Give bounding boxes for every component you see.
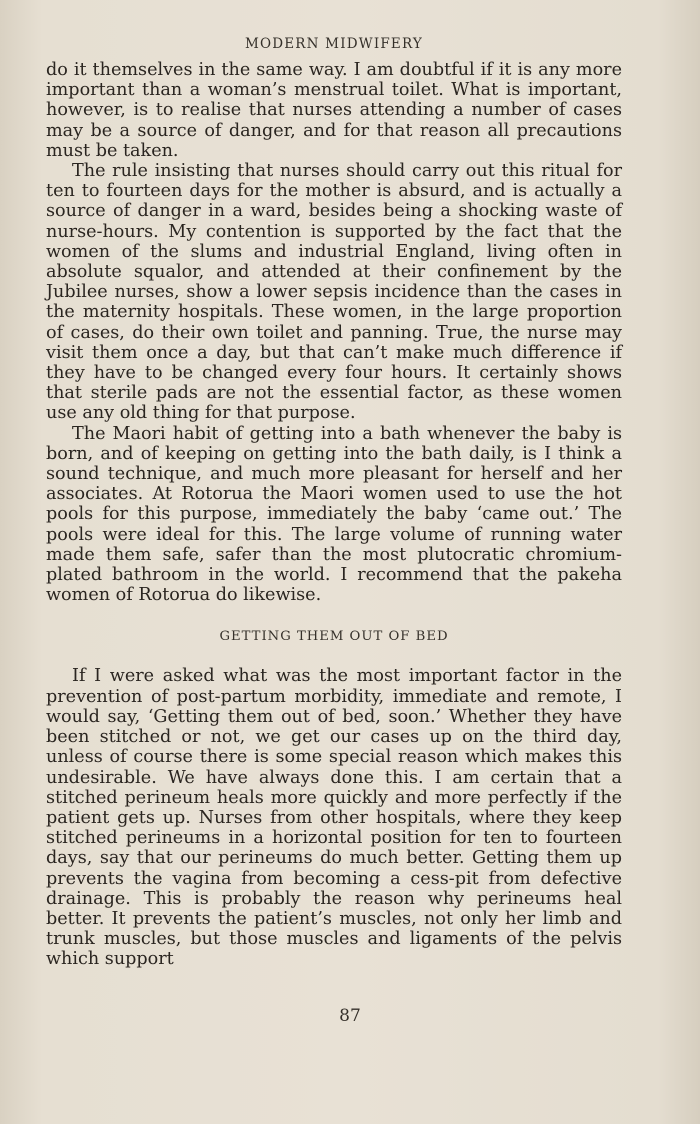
paragraph-continued: do it themselves in the same way. I am doubtful if it is any more important than a woman’s menstrual toilet. What is important, however, is to realise that nurses attending a number of cases may be a source of danger, and for that reason all precautions must be taken.: [46, 60, 622, 161]
running-head: MODERN MIDWIFERY: [244, 36, 424, 52]
page-number: 87: [339, 1006, 361, 1026]
paragraph-getting-out-of-bed: If I were asked what was the most important factor in the prevention of post-partum morbidity, immediate and remote, I would say, ‘Getting them out of bed, soon.’ Whether they have been stitched or not, we get our cases up on the third day, unless of course there is some special reason which makes this undesirable. We have always done this. I am certain that a stitched perineum heals more quickly and more perfectly if the patient gets up. Nurses from other hospitals, where they keep stitched perineums in a horizontal position for ten to fourteen days, say that our perineums do much better. Getting them up prevents the vagina from becoming a cess-pit from defective drainage. This is probably the reason why perineums heal better. It prevents the patient’s muscles, not only her limb and trunk muscles, but those muscles and ligaments of the pelvis which support: [46, 666, 622, 970]
paragraph-maori-habit: The Maori habit of getting into a bath whenever the baby is born, and of keeping on getting into the bath daily, is I think a sound technique, and much more pleasant for herself and her associates. At Rotorua the Maori women used to use the hot pools for this purpose, immediately the baby ‘came out.’ The pools were ideal for this. The large volume of running water made them safe, safer than the most plutocratic chromium-plated bathroom in the world. I recommend that the pakeha women of Rotorua do likewise.: [46, 423, 622, 606]
section-heading: GETTING THEM OUT OF BED: [219, 629, 449, 645]
paragraph-rule-insisting: The rule insisting that nurses should carry out this ritual for ten to fourteen days for the mother is absurd, and is actually a source of danger in a ward, besides being a shocking waste of nurse-hours. My contention is supported by the fact that the women of the slums and industrial England, living often in absolute squalor, and attended at their confinement by the Jubilee nurses, show a lower sepsis incidence than the cases in the maternity hospitals. These women, in the large proportion of cases, do their own toilet and panning. True, the nurse may visit them once a day, but that can’t make much difference if they have to be changed every four hours. It certainly shows that sterile pads are not the essential factor, as these women use any old thing for that purpose.: [46, 161, 622, 424]
